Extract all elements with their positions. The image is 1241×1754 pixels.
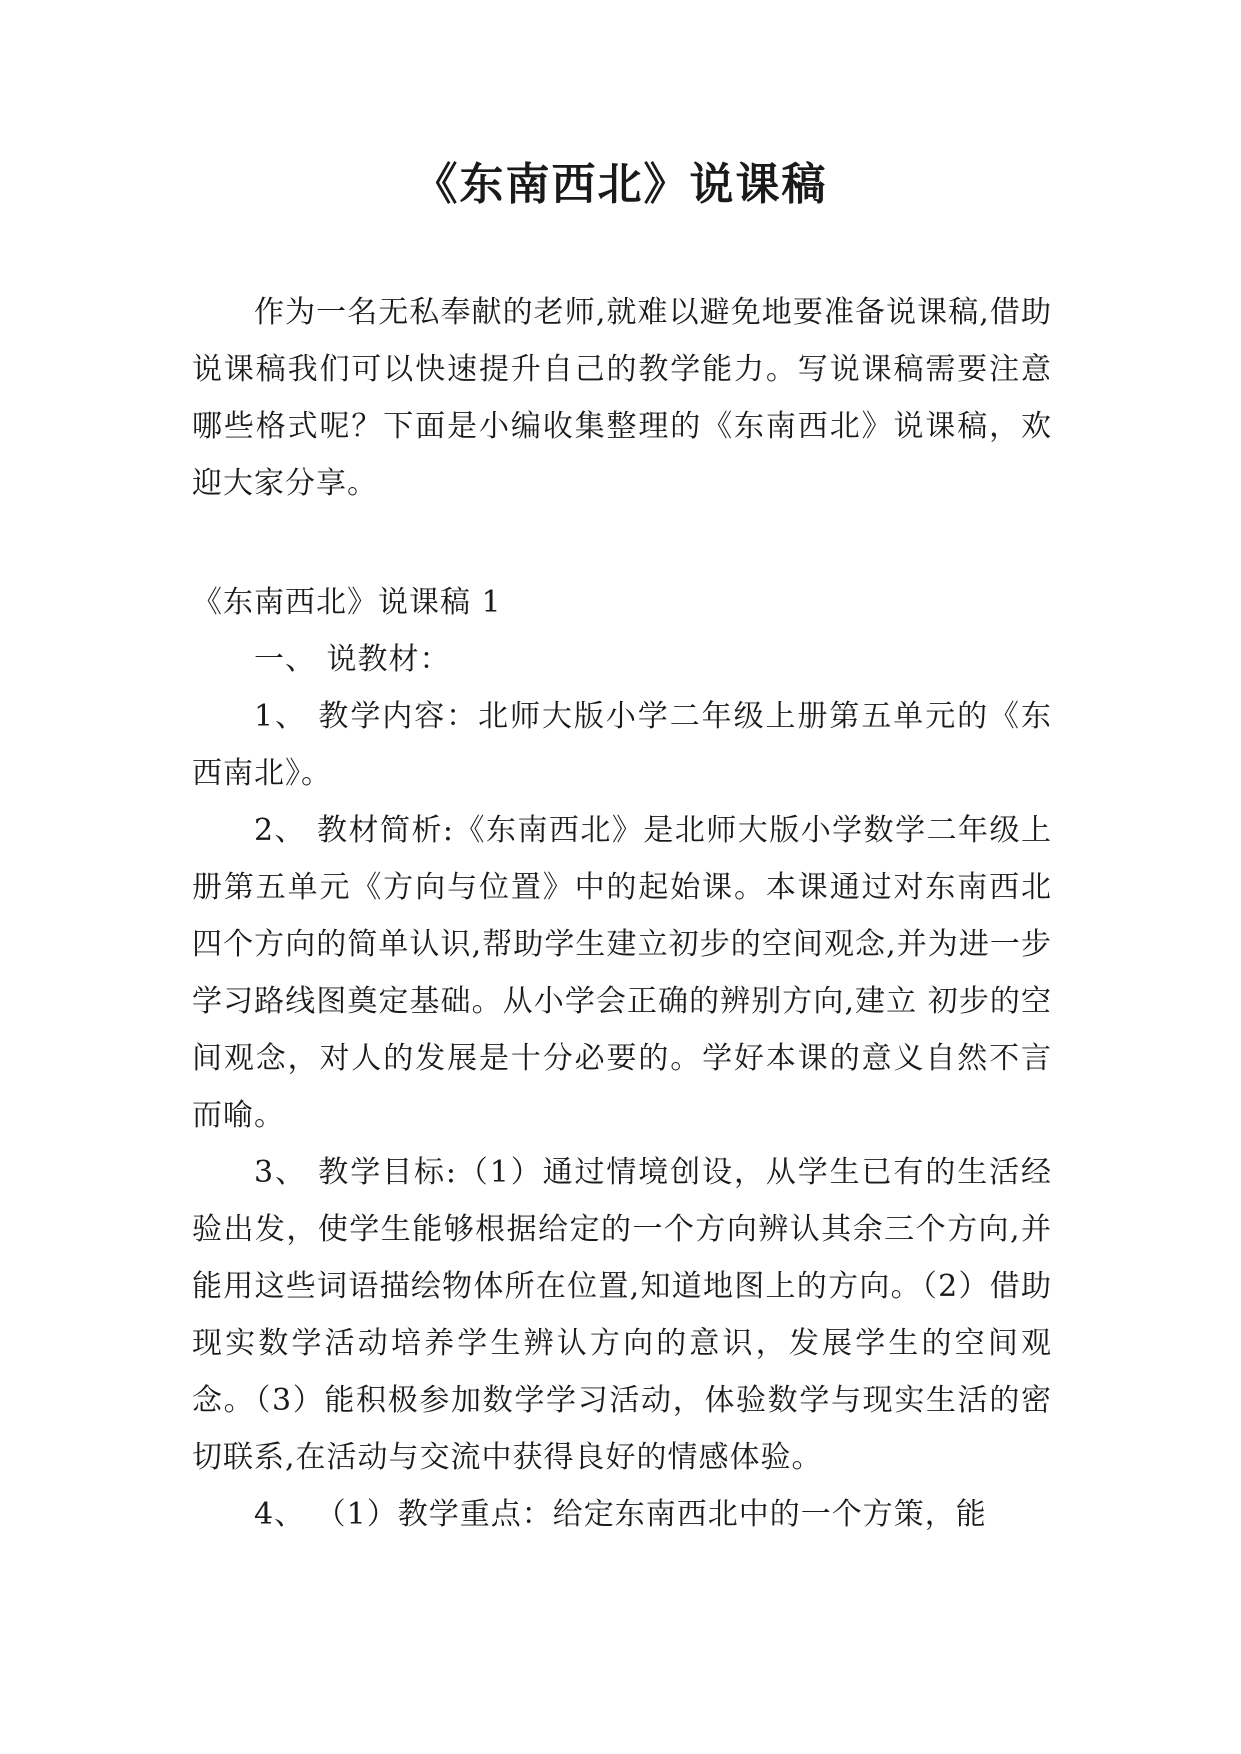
- section-heading: 《东南西北》说课稿 1: [192, 585, 502, 620]
- document-body: [192, 284, 1052, 1543]
- item-1-paragraph: 1、 教学内容：北师大版小学二年级上册第五单元的《东西南北》。: [192, 699, 1052, 791]
- item-4-paragraph: 4、 （1）教学重点：给定东南西北中的一个方策，能: [254, 1497, 987, 1532]
- intro-paragraph: 作为一名无私奉献的老师,就难以避免地要准备说课稿,借助说课稿我们可以快速提升自己的教学能力。写说课稿需要注意哪些格式呢？下面是小编收集整理的《东南西北》说课稿，欢迎大家分享。: [192, 295, 1052, 501]
- item-3-paragraph: 3、 教学目标:（1）通过情境创设，从学生已有的生活经验出发，使学生能够根据给定的一个方向辨认其余三个方向,并能用这些词语描绘物体所在位置,知道地图上的方向。（2）借助现实数学活动培养学生辨认方向的意识，发展学生的空间观念。（3）能积极参加数学学习活动，体验数学与现实生活的密切联系,在活动与交流中获得良好的情感体验。: [192, 1155, 1052, 1475]
- part-one-heading: 一、 说教材：: [254, 642, 451, 677]
- document-title: 《东南西北》说课稿: [413, 159, 828, 210]
- item-2-paragraph: 2、 教材简析:《东南西北》是北师大版小学数学二年级上册第五单元《方向与位置》中的起始课。本课通过对东南西北四个方向的简单认识,帮助学生建立初步的空间观念,并为进一步学习路线图奠定基础。从小学会正确的辨别方向,建立 初步的空间观念，对人的发展是十分必要的。学好本课的意义自然不言而喻。: [192, 813, 1052, 1133]
